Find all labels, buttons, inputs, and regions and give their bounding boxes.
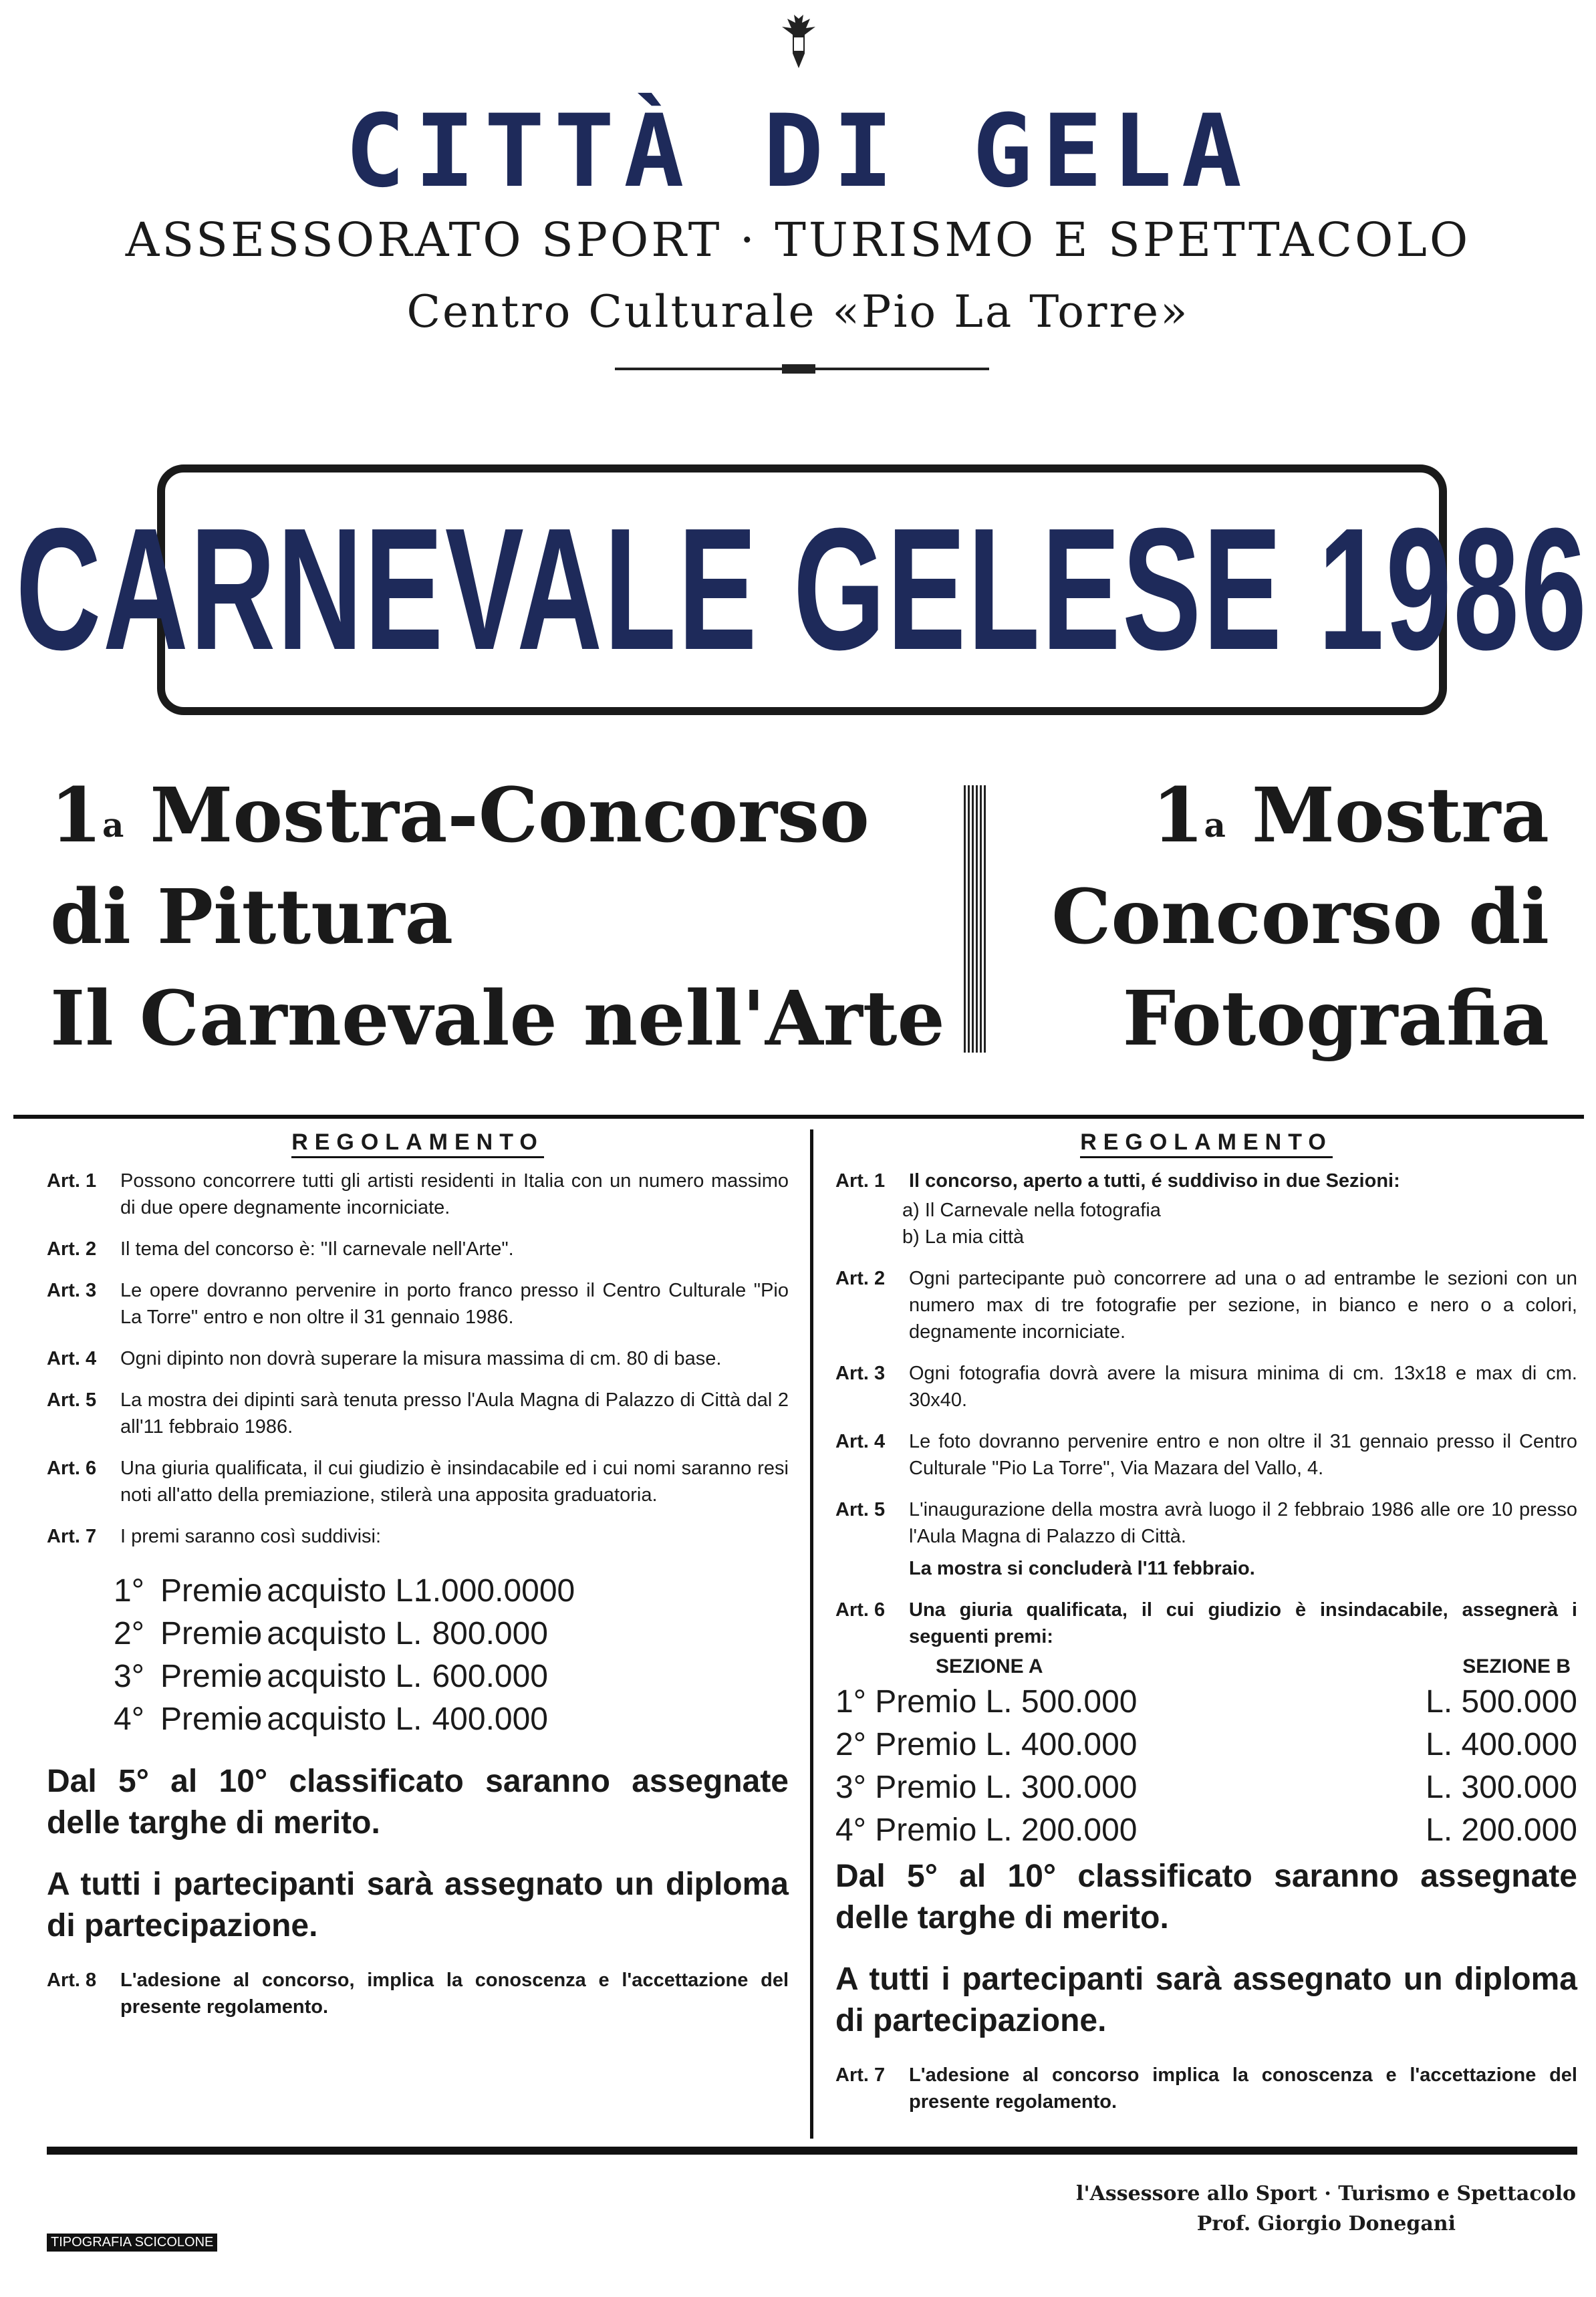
section-b-heading: SEZIONE B — [1462, 1655, 1571, 1677]
article — [47, 1345, 789, 1372]
section-b-prize: L. 400.000 — [1426, 1727, 1577, 1762]
article — [47, 1168, 789, 1221]
photo-title-line1: Mostra — [1251, 772, 1549, 859]
painting-prize-table — [114, 1570, 789, 1741]
article-text: Il concorso, aperto a tutti, é suddiviso in due Sezioni: — [909, 1170, 1400, 1192]
article-number: Art. 6 — [47, 1458, 97, 1479]
article-number: Art. 3 — [835, 1363, 886, 1384]
photo-title-line3: Fotografia — [1122, 975, 1549, 1063]
signature-name: Prof. Giorgio Donegani — [1196, 2212, 1456, 2236]
article-text: L'adesione al concorso, implica la conoscenza e l'accettazione del presente regolamento. — [120, 1970, 789, 2018]
header-divider-ornament — [782, 364, 815, 374]
article-number: Art. 7 — [835, 2064, 886, 2086]
prize-label: Premio — [160, 1659, 263, 1694]
article — [47, 1455, 789, 1508]
article-number: Art. 1 — [47, 1170, 97, 1192]
photo-regulations — [835, 1129, 1577, 2130]
prize-kind: - acquisto L. — [247, 1573, 422, 1609]
exhibition-close-note: La mostra si concluderà l'11 febbraio. — [909, 1558, 1255, 1579]
article-text: L'inaugurazione della mostra avrà luogo il 2 febbraio 1986 alle ore 10 presso l'Aula Magna di Palazzo di Città. — [909, 1499, 1577, 1547]
article-text: Una giuria qualificata, il cui giudizio è insindacabile ed i cui nomi saranno resi noti all'atto della premiazione, stilerà una apposita graduatoria. — [120, 1458, 789, 1506]
article-number: Art. 5 — [835, 1499, 886, 1520]
article-text: Ogni dipinto non dovrà superare la misura massima di cm. 80 di base. — [120, 1348, 722, 1369]
prize-label: Premio — [160, 1616, 263, 1651]
section-item: a) Il Carnevale nella fotografia — [902, 1200, 1161, 1221]
participation-diploma-note: A tutti i partecipanti sarà assegnato un diploma di partecipazione. — [47, 1867, 789, 1943]
prize-amount: 400.000 — [432, 1702, 548, 1737]
prize-label: Premio — [160, 1573, 263, 1609]
article-number: Art. 6 — [835, 1599, 886, 1621]
event-banner — [15, 464, 1589, 715]
article — [47, 1236, 789, 1262]
merit-plaque-note: Dal 5° al 10° classificato saranno assegnate delle targhe di merito. — [835, 1859, 1577, 1935]
article-text: I premi saranno così suddivisi: — [120, 1526, 382, 1547]
section-a-prize: 1° Premio L. 500.000 — [835, 1684, 1138, 1720]
prize-amount: 1.000.0000 — [414, 1573, 575, 1609]
title-separator — [964, 785, 988, 1053]
section-b-prize: L. 200.000 — [1426, 1812, 1577, 1848]
article-text: Ogni partecipante può concorrere ad una o ad entrambe le sezioni con un numero max di tre fotografie per sezione, in bianco e nero o a colori, degnamente incorniciate. — [909, 1268, 1577, 1343]
section-b-prize: L. 500.000 — [1426, 1684, 1577, 1720]
article — [835, 1428, 1577, 1482]
photo-reg-heading: REGOLAMENTO — [1080, 1129, 1333, 1158]
article — [47, 1277, 789, 1331]
painting-regulations — [47, 1129, 789, 2035]
prize-label: Premio — [160, 1702, 263, 1737]
column-rule — [810, 1129, 813, 2139]
article — [835, 1496, 1577, 1550]
article — [47, 1387, 789, 1440]
article-number: Art. 2 — [47, 1238, 97, 1260]
section-a-prize: 3° Premio L. 300.000 — [835, 1770, 1138, 1805]
prize-section-headers — [835, 1653, 1577, 1681]
article-number: Art. 8 — [47, 1970, 97, 1991]
article-text: Il tema del concorso è: "Il carnevale nell'Arte". — [120, 1238, 514, 1260]
section-b-prize: L. 300.000 — [1426, 1770, 1577, 1805]
article-number: Art. 7 — [47, 1526, 97, 1547]
prize-rank: 4° — [114, 1702, 144, 1737]
merit-plaque-note: Dal 5° al 10° classificato saranno assegnate delle targhe di merito. — [47, 1764, 789, 1841]
painting-reg-heading: REGOLAMENTO — [291, 1129, 544, 1158]
photo-ordinal: 1 — [1152, 772, 1204, 859]
section-a-heading: SEZIONE A — [936, 1655, 1043, 1677]
prize-rank: 2° — [114, 1616, 144, 1651]
painting-ordinal: 1 — [50, 772, 102, 859]
article-text: L'adesione al concorso implica la conoscenza e l'accettazione del presente regolamento. — [909, 2064, 1577, 2113]
prize-kind: - acquisto L. — [247, 1702, 422, 1737]
photo-title-line2: Concorso di — [1051, 873, 1549, 961]
prize-rank: 1° — [114, 1573, 144, 1609]
signature-title: l'Assessore allo Sport · Turismo e Spettacolo — [1076, 2182, 1576, 2205]
printer-credit: TIPOGRAFIA SCICOLONE — [47, 2234, 217, 2252]
article — [835, 1168, 1577, 1194]
photo-ordinal-sup: a — [1204, 805, 1226, 845]
article-text: La mostra dei dipinti sarà tenuta presso l'Aula Magna di Palazzo di Città dal 2 all'11 febbraio 1986. — [120, 1389, 789, 1438]
cultural-center-title: Centro Culturale «Pio La Torre» — [406, 286, 1190, 337]
section-a-prize: 4° Premio L. 200.000 — [835, 1812, 1138, 1848]
article — [835, 1265, 1577, 1345]
article-text: Una giuria qualificata, il cui giudizio è insindacabile, assegnerà i seguenti premi: — [909, 1599, 1577, 1647]
city-emblem-icon — [775, 13, 822, 74]
prize-kind: - acquisto L. — [247, 1659, 422, 1694]
prize-rank: 3° — [114, 1659, 144, 1694]
painting-ordinal-sup: a — [102, 805, 124, 845]
article — [47, 1967, 789, 2020]
article — [835, 1360, 1577, 1413]
article-number: Art. 2 — [835, 1268, 886, 1289]
article — [835, 1597, 1577, 1650]
painting-title-line2: di Pittura — [50, 873, 454, 961]
article-text: Le opere dovranno pervenire in porto franco presso il Centro Culturale "Pio La Torre" entro e non oltre il 31 gennaio 1986. — [120, 1280, 789, 1328]
participation-diploma-note: A tutti i partecipanti sarà assegnato un diploma di partecipazione. — [835, 1962, 1577, 2038]
department-title: ASSESSORATO SPORT · TURISMO E SPETTACOLO — [125, 213, 1471, 267]
section-item: b) La mia città — [902, 1226, 1025, 1248]
article-number: Art. 4 — [835, 1431, 886, 1452]
city-title: CITTÀ DI GELA — [345, 94, 1251, 210]
article-number: Art. 1 — [835, 1170, 886, 1192]
painting-title-line3: Il Carnevale nell'Arte — [50, 975, 945, 1063]
painting-contest-title — [50, 765, 945, 1070]
article-text: Possono concorrere tutti gli artisti residenti in Italia con un numero massimo di due opere degnamente incorniciate. — [120, 1170, 789, 1218]
article-number: Art. 4 — [47, 1348, 97, 1369]
event-title: CARNEVALE GELESE 1986 — [15, 493, 1589, 686]
article-number: Art. 3 — [47, 1280, 97, 1301]
photo-prize-table — [835, 1681, 1577, 1852]
article — [835, 2062, 1577, 2115]
footer-rule — [47, 2147, 1577, 2155]
painting-title-line1: Mostra-Concorso — [150, 772, 870, 859]
photo-contest-title — [1051, 765, 1549, 1070]
article — [47, 1523, 789, 1550]
article-text: Le foto dovranno pervenire entro e non oltre il 31 gennaio presso il Centro Culturale "Pio La Torre", Via Mazara del Vallo, 4. — [909, 1431, 1577, 1479]
prize-amount: 600.000 — [432, 1659, 548, 1694]
prize-amount: 800.000 — [432, 1616, 548, 1651]
section-a-prize: 2° Premio L. 400.000 — [835, 1727, 1138, 1762]
article-number: Art. 5 — [47, 1389, 97, 1411]
section-rule — [13, 1115, 1584, 1119]
prize-kind: - acquisto L. — [247, 1616, 422, 1651]
article-text: Ogni fotografia dovrà avere la misura minima di cm. 13x18 e max di cm. 30x40. — [909, 1363, 1577, 1411]
